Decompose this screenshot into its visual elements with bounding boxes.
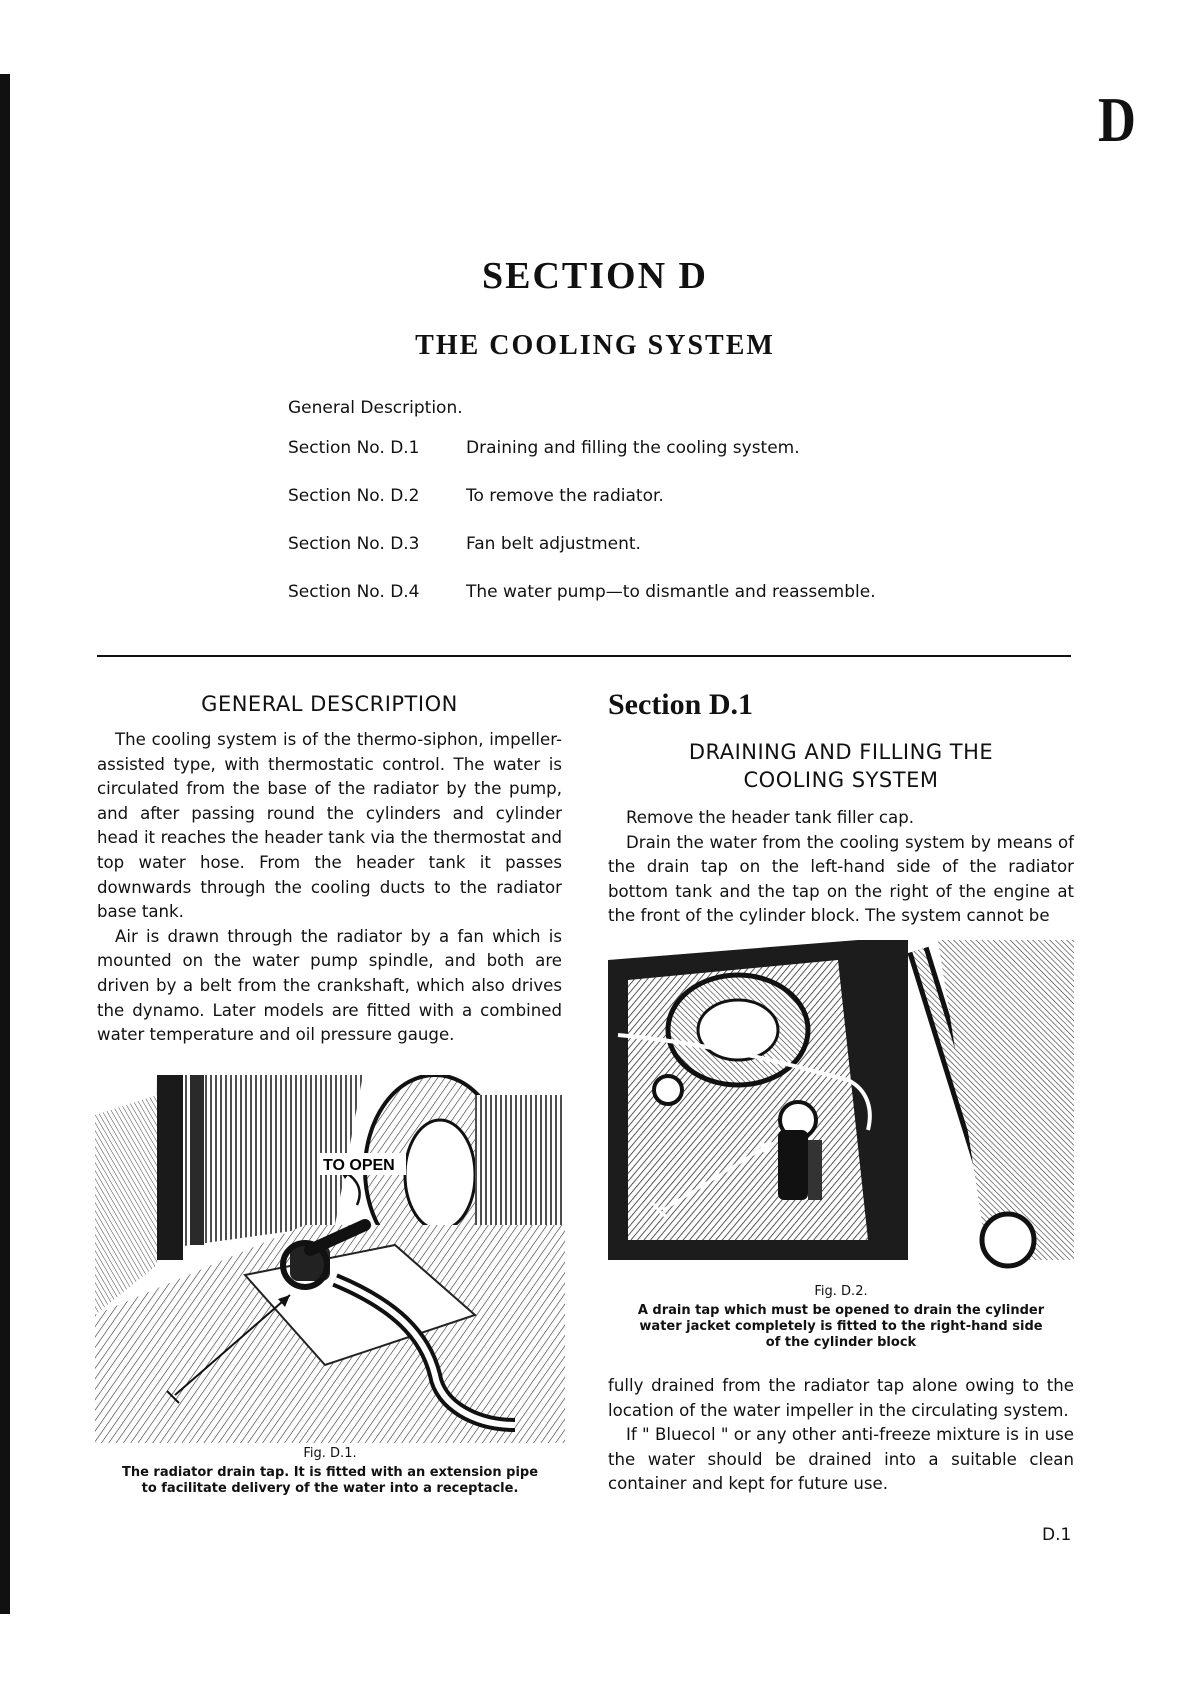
section-d1-paragraph: fully drained from the radiator tap alone owing to the location of the water impeller in the circulating system. bbox=[608, 1376, 1074, 1420]
section-d1-continued bbox=[608, 1374, 1074, 1497]
section-heading: SECTION D bbox=[482, 255, 708, 297]
contents-row bbox=[288, 534, 876, 582]
section-d1-column bbox=[608, 688, 1074, 929]
contents-section-number: Section No. D.4 bbox=[288, 582, 420, 602]
contents-section-title: The water pump—to dismantle and reassemble. bbox=[466, 582, 876, 602]
subheading-line: COOLING SYSTEM bbox=[743, 768, 939, 792]
caption-line: water jacket completely is fitted to the right-hand side bbox=[639, 1319, 1043, 1334]
figure-2-caption bbox=[608, 1303, 1074, 1351]
contents-section-number: Section No. D.1 bbox=[288, 438, 420, 458]
caption-line: to facilitate delivery of the water into a receptacle. bbox=[141, 1481, 519, 1496]
figure-1-caption bbox=[95, 1465, 565, 1497]
general-description-paragraph: Air is drawn through the radiator by a fan which is mounted on the water pump spindle, and both are driven by a belt from the crankshaft, which also drives the dynamo. Later models are fitted with a combined water temperature and oil pressure gauge. bbox=[97, 926, 562, 1045]
contents-section-title: Fan belt adjustment. bbox=[466, 534, 641, 554]
contents-section-number: Section No. D.3 bbox=[288, 534, 420, 554]
section-d1-heading: Section D.1 bbox=[608, 688, 753, 721]
section-d1-paragraph: Remove the header tank filler cap. bbox=[626, 808, 915, 827]
page-number: D.1 bbox=[1042, 1525, 1072, 1545]
section-d1-paragraph: If " Bluecol " or any other anti-freeze mixture is in use the water should be drained into a suitable clean container and kept for future use. bbox=[608, 1425, 1074, 1494]
figure-1-label: Fig. D.1. bbox=[303, 1446, 357, 1461]
subheading-line: DRAINING AND FILLING THE bbox=[688, 740, 994, 764]
binding-edge-bar bbox=[0, 74, 10, 1614]
contents-section-number: Section No. D.2 bbox=[288, 486, 420, 506]
figure-radiator-drain-tap bbox=[95, 1075, 565, 1443]
caption-line: The radiator drain tap. It is fitted with an extension pipe bbox=[121, 1465, 539, 1480]
general-description-paragraph: The cooling system is of the thermo-siphon, impeller-assisted type, with thermostatic control. The water is circulated from the base of the radiator by the pump, and after passing round the cylinders and cylinder head it reaches the header tank via the thermostat and top water hose. From the header tank it passes downwards through the cooling ducts to the radiator base tank. bbox=[97, 730, 562, 922]
contents-row bbox=[288, 582, 876, 630]
contents-general-description: General Description. bbox=[288, 398, 463, 418]
section-d1-subheading bbox=[608, 738, 1074, 794]
section-d1-paragraph: Drain the water from the cooling system by means of the drain tap on the left-hand side of the radiator bottom tank and the tap on the right of the engine at the front of the cylinder block. The system cannot be bbox=[608, 832, 1074, 926]
contents-row bbox=[288, 438, 876, 486]
contents-row bbox=[288, 486, 876, 534]
radiator-drain-tap-illustration bbox=[95, 1075, 565, 1443]
contents-section-title: Draining and filling the cooling system. bbox=[466, 438, 800, 458]
general-description-heading: GENERAL DESCRIPTION bbox=[201, 692, 458, 716]
horizontal-rule bbox=[97, 655, 1071, 657]
contents-list bbox=[288, 398, 876, 630]
caption-line: A drain tap which must be opened to drain the cylinder bbox=[637, 1303, 1045, 1318]
figure-2-label: Fig. D.2. bbox=[814, 1284, 868, 1299]
figure-cylinder-block-drain-tap bbox=[608, 940, 1074, 1280]
section-subtitle: THE COOLING SYSTEM bbox=[415, 330, 775, 361]
caption-line: of the cylinder block bbox=[765, 1335, 917, 1350]
to-open-callout: TO OPEN bbox=[323, 1157, 395, 1174]
contents-section-title: To remove the radiator. bbox=[466, 486, 664, 506]
section-tab-letter: D bbox=[1098, 84, 1136, 155]
cylinder-block-drain-tap-illustration bbox=[608, 940, 1074, 1280]
general-description-column bbox=[97, 692, 562, 1048]
